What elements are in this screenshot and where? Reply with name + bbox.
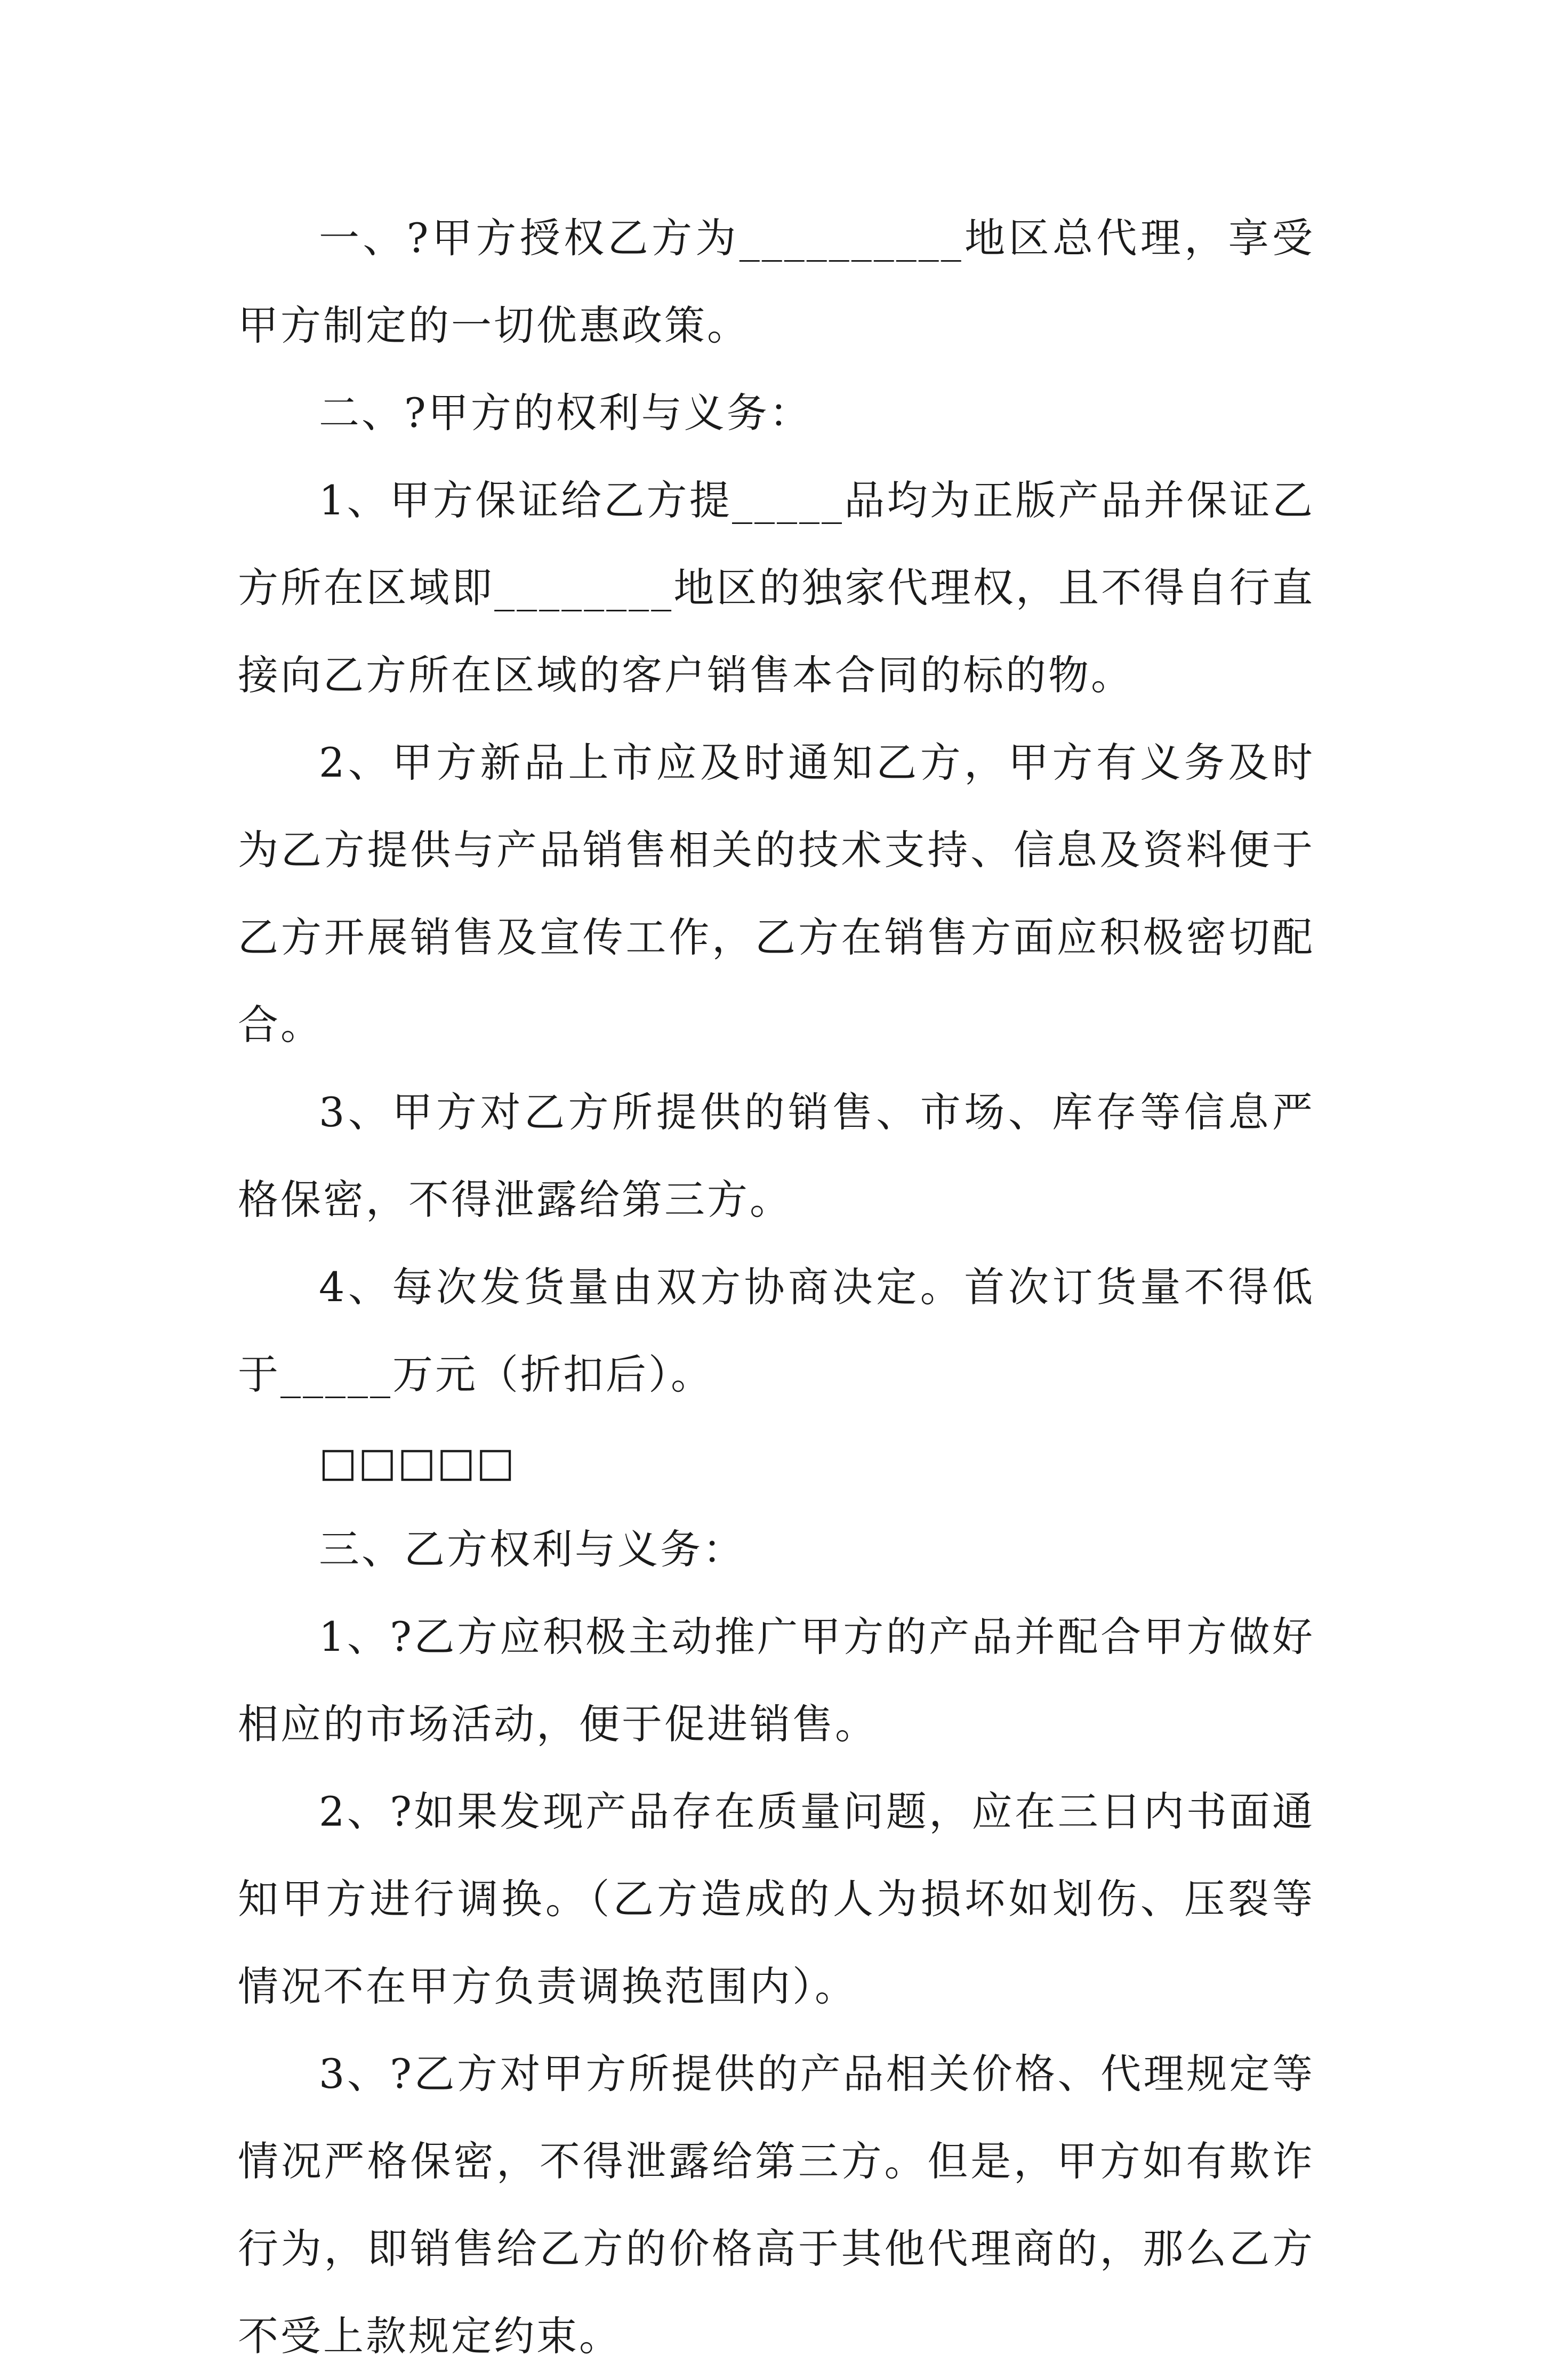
clause-2-item-3: 3、甲方对乙方所提供的销售、市场、库存等信息严格保密，不得泄露给第三方。	[238, 1088, 1315, 1223]
clause-3-item-3: 3、?乙方对甲方所提供的产品相关价格、代理规定等情况严格保密，不得泄露给第三方。但是，甲方如有欺诈行为，即销售给乙方的价格高于其他代理商的，那么乙方不受上款规定约束。	[238, 2050, 1315, 2360]
clause-3-item-2: 2、?如果发现产品存在质量问题，应在三日内书面通知甲方进行调换。（乙方造成的人为损坏如划伤、压裂等情况不在甲方负责调换范围内）。	[238, 1788, 1315, 2010]
document-body	[238, 195, 1315, 2380]
clause-3-item-1: 1、?乙方应积极主动推广甲方的产品并配合甲方做好相应的市场活动，便于促进销售。	[238, 1613, 1315, 1748]
clause-2-item-1: 1、甲方保证给乙方提_____品均为正版产品并保证乙方所在区域即________地区的独家代理权，且不得自行直接向乙方所在区域的客户销售本合同的标的物。	[238, 477, 1315, 699]
clause-3-heading: 三、乙方权利与义务：	[319, 1526, 745, 1573]
clause-1-authorization: 一、?甲方授权乙方为__________地区总代理，享受甲方制定的一切优惠政策。	[238, 214, 1315, 349]
clause-2-item-2: 2、甲方新品上市应及时通知乙方，甲方有义务及时为乙方提供与产品销售相关的技术支持、信息及资料便于乙方开展销售及宣传工作，乙方在销售方面应积极密切配合。	[238, 739, 1315, 1048]
clause-2-heading: 二、?甲方的权利与义务：	[319, 389, 812, 437]
clause-2-item-4: 4、每次发货量由双方协商决定。首次订货量不得低于_____万元（折扣后）。	[238, 1263, 1315, 1398]
placeholder-boxes: □□□□□	[319, 1438, 516, 1486]
